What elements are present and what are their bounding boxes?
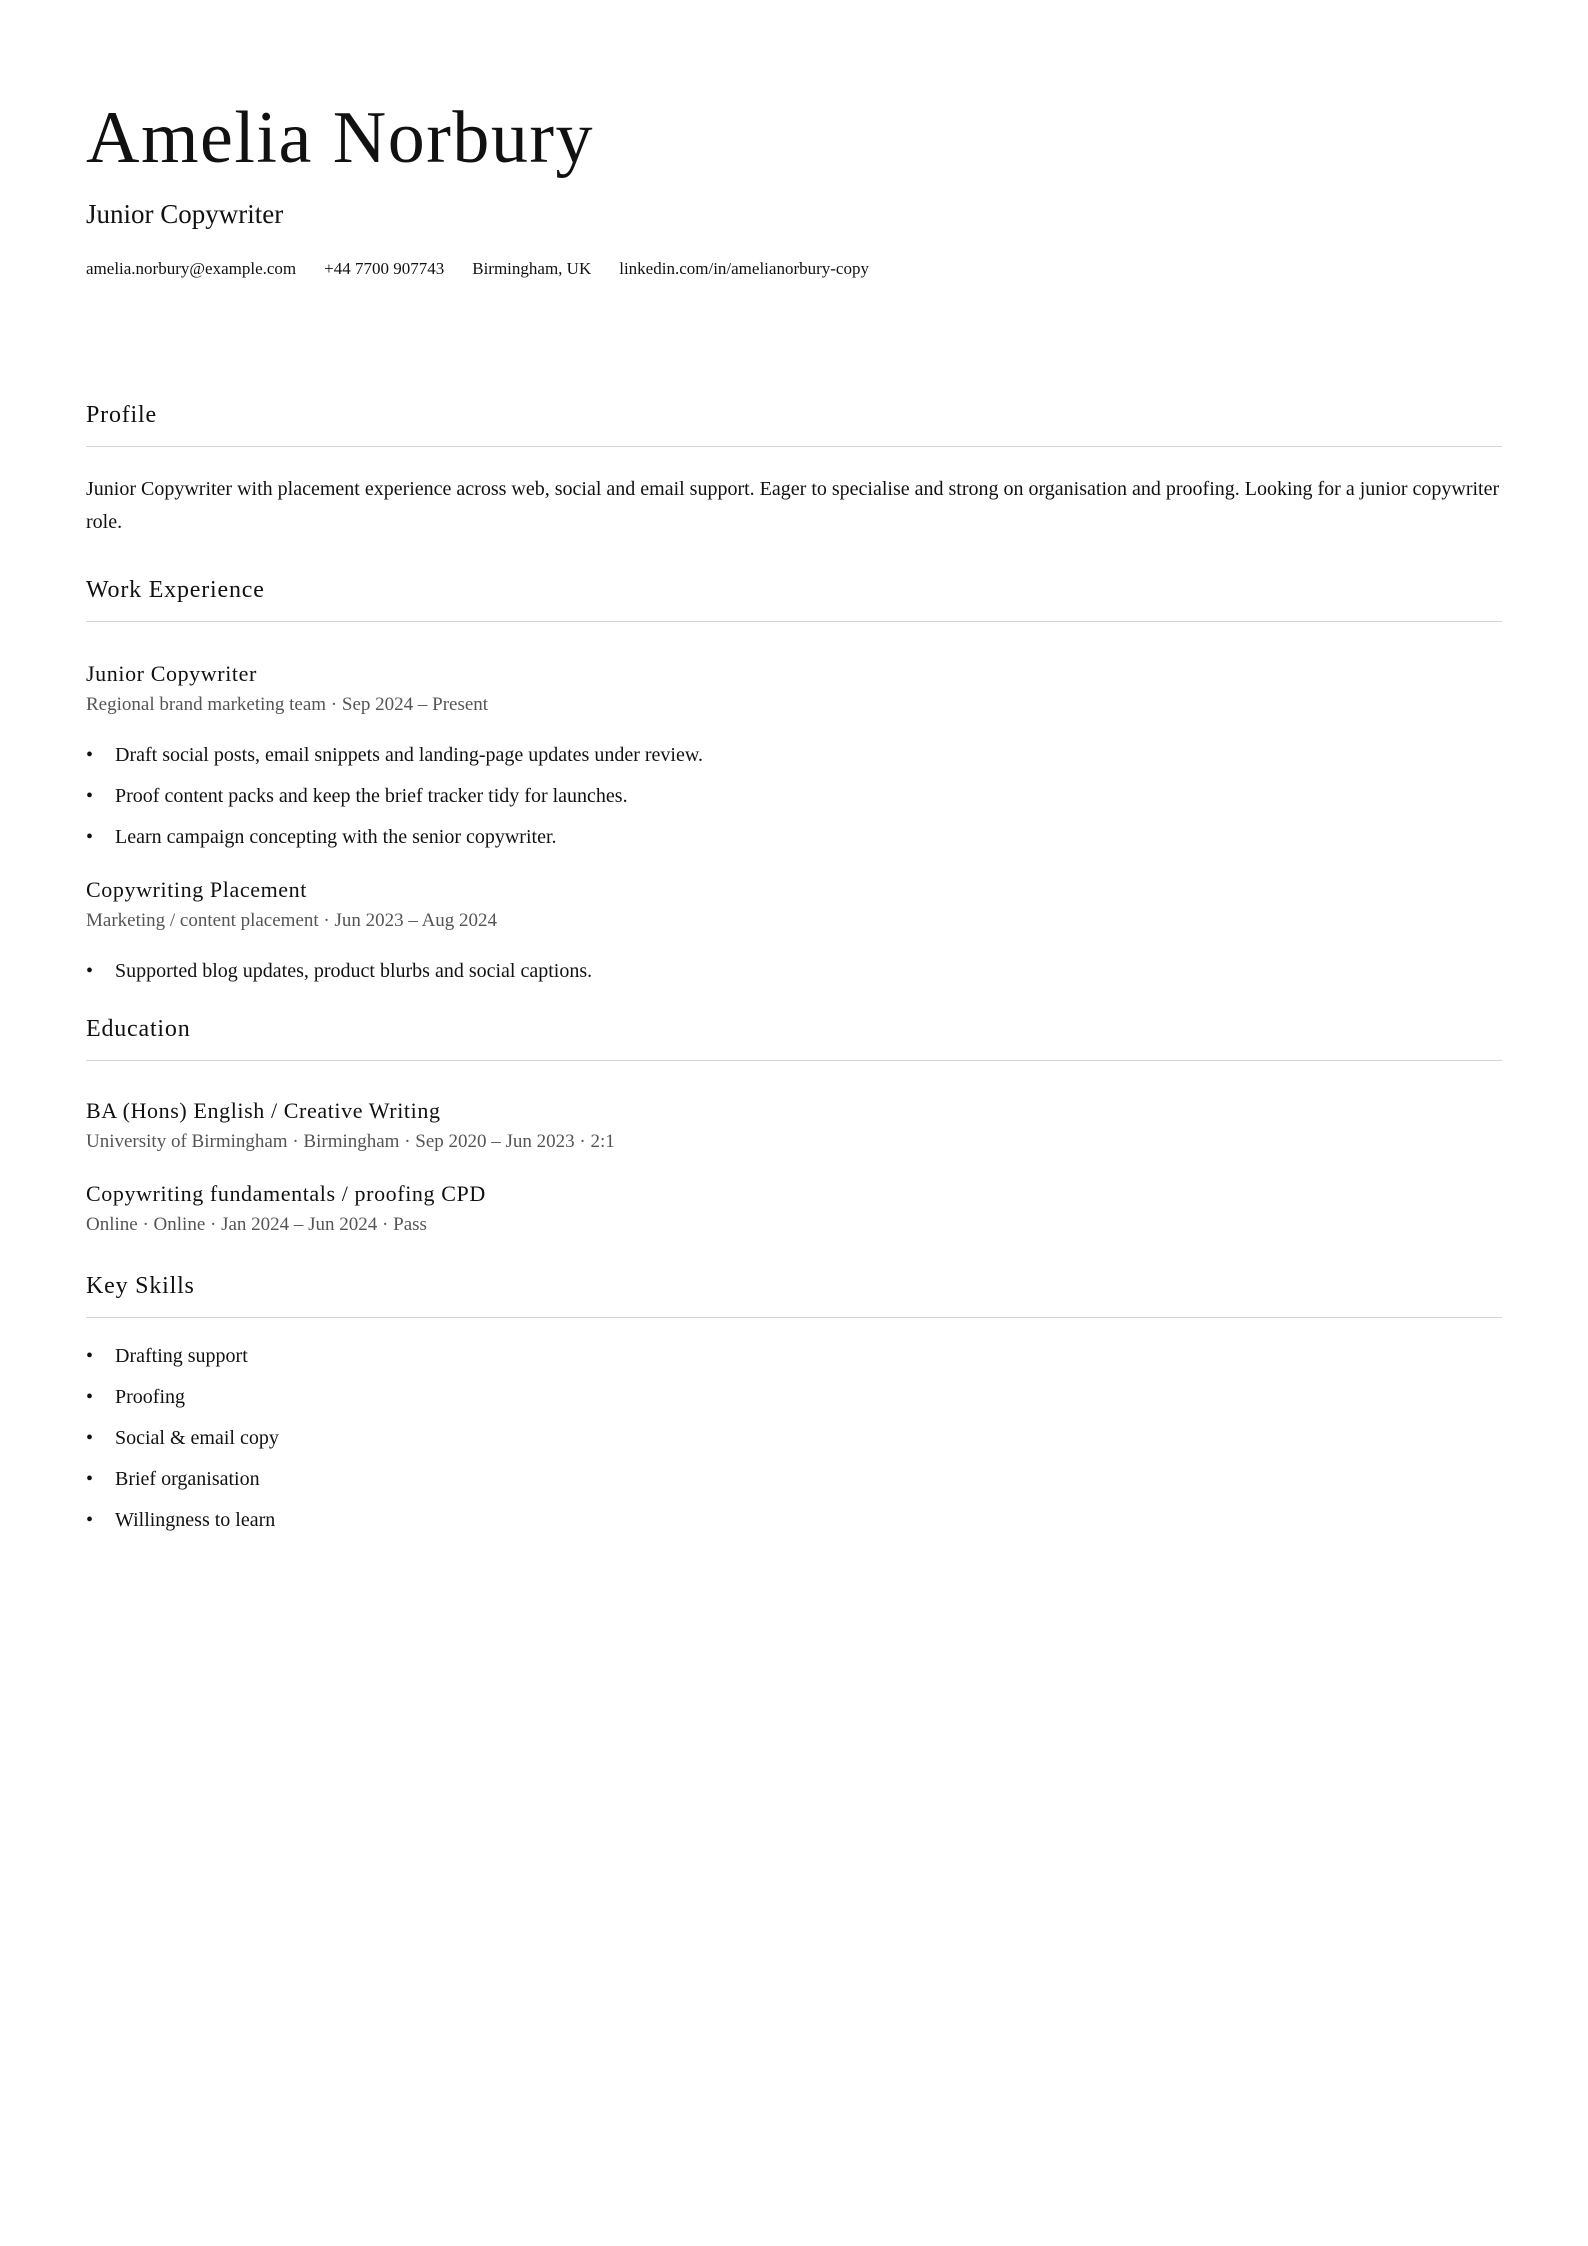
section-title-work: Work Experience: [86, 575, 1502, 622]
job-bullet: • Learn campaign concepting with the senior copywriter.: [86, 825, 1502, 850]
profile-summary: Junior Copywriter with placement experience across web, social and email support. Eager to specialise and strong on organisation and proofing. Looking for a junior copywriter role.: [86, 478, 1500, 533]
skill-item: • Brief organisation: [86, 1467, 1502, 1492]
education-meta: University of Birmingham · Birmingham · Sep 2020 – Jun 2023 · 2:1: [86, 1131, 615, 1152]
education-entry: [86, 1180, 1502, 1237]
contact-line: [86, 258, 1502, 280]
work-experience-section: [86, 575, 1502, 984]
education-entry: [86, 1097, 1502, 1154]
job-entry: [86, 660, 1502, 850]
candidate-headline: Junior Copywriter: [86, 199, 284, 229]
job-entry: [86, 876, 1502, 984]
contact-email: amelia.norbury@example.com: [86, 259, 297, 278]
contact-linkedin: linkedin.com/in/amelianorbury-copy: [619, 259, 869, 278]
skill-item: • Drafting support: [86, 1344, 1502, 1369]
job-bullets: [86, 959, 1502, 984]
job-title: Copywriting Placement: [86, 877, 307, 902]
job-bullets: [86, 743, 1502, 850]
section-title-education: Education: [86, 1014, 1502, 1061]
key-skills-section: [86, 1271, 1502, 1533]
education-title: Copywriting fundamentals / proofing CPD: [86, 1181, 486, 1206]
skill-item: • Proofing: [86, 1385, 1502, 1410]
section-title-profile: Profile: [86, 400, 1502, 447]
profile-section: [86, 400, 1502, 539]
job-bullet: • Supported blog updates, product blurbs and social captions.: [86, 959, 1502, 984]
education-section: [86, 1014, 1502, 1237]
section-title-skills: Key Skills: [86, 1271, 1502, 1318]
skill-item: • Willingness to learn: [86, 1508, 1502, 1533]
job-bullet: • Proof content packs and keep the brief tracker tidy for launches.: [86, 784, 1502, 809]
job-meta: Marketing / content placement · Jun 2023 – Aug 2024: [86, 910, 498, 931]
resume-header: [86, 0, 1502, 280]
contact-location: Birmingham, UK: [472, 259, 592, 278]
job-meta: Regional brand marketing team · Sep 2024 – Present: [86, 694, 489, 715]
skill-item: • Social & email copy: [86, 1426, 1502, 1451]
education-meta: Online · Online · Jan 2024 – Jun 2024 · Pass: [86, 1214, 427, 1235]
job-title: Junior Copywriter: [86, 661, 257, 686]
education-title: BA (Hons) English / Creative Writing: [86, 1098, 441, 1123]
contact-phone: +44 7700 907743: [324, 259, 445, 278]
skills-list: [86, 1344, 1502, 1533]
candidate-name: Amelia Norbury: [86, 97, 595, 179]
job-bullet: • Draft social posts, email snippets and landing-page updates under review.: [86, 743, 1502, 768]
